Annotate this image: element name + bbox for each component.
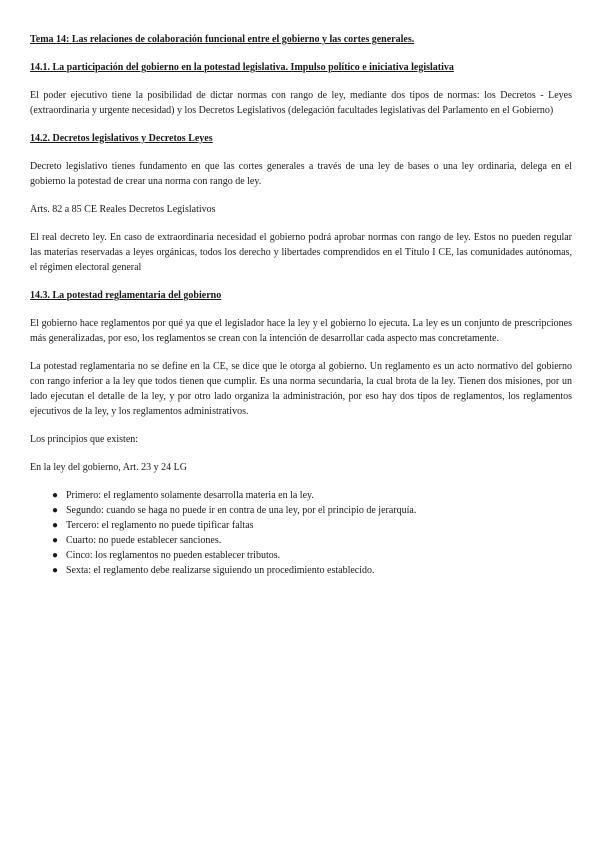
section-heading-14-3: 14.3. La potestad reglamentaria del gobierno [30, 290, 222, 301]
paragraph: En la ley del gobierno, Art. 23 y 24 LG [30, 462, 187, 473]
list-item-text: Cuarto: no puede establecer sanciones. [66, 535, 222, 546]
paragraph: La potestad reglamentaria no se define en la CE, se dice que le otorga al gobierno. Un reglamento es un acto normativo del gobierno con rango inferior a la ley que todos tienen que cumplir. Es una norma secundaria, la cual brota de la ley. Tienen dos misiones, por un lado ejecutan el detalle de la ley, y por otro lado organiza la administración, por eso hay dos tipos de reglamentos, los reglamentos ejecutivos de la ley, y los reglamentos administrativos. [30, 361, 572, 417]
bullet-icon: ● [52, 505, 59, 516]
paragraph: El real decreto ley. En caso de extraordinaria necesidad el gobierno podrá aprobar normas con rango de ley. Estos no pueden regular las materias reservadas a leyes orgánicas, todos los derecho y libertades comprendidos en el Título I CE, las comunidades autónomas, el régimen electoral general [30, 232, 572, 273]
paragraph: El gobierno hace reglamentos por qué ya que el legislador hace la ley y el gobierno lo ejecuta. La ley es un conjunto de prescripciones más generalizadas, por eso, los reglamentos se crean con la intención de desarrollar cada aspecto mas concretamente. [30, 318, 572, 344]
list-item-text: Cinco: los reglamentos no pueden establecer tributos. [66, 550, 281, 561]
document-page [30, 24, 572, 578]
document-title: Tema 14: Las relaciones de colaboración funcional entre el gobierno y las cortes generales. [30, 34, 415, 45]
bullet-icon: ● [52, 520, 59, 531]
list-item-text: Sexta: el reglamento debe realizarse siguiendo un procedimiento establecido. [66, 565, 375, 576]
bullet-icon: ● [52, 565, 59, 576]
list-item [52, 503, 572, 518]
section-heading-14-1: 14.1. La participación del gobierno en la potestad legislativa. Impulso político e iniciativa legislativa [30, 62, 454, 73]
list-item [52, 533, 572, 548]
list-item [52, 548, 572, 563]
principles-list [30, 488, 572, 578]
list-item-text: Tercero: el reglamento no puede tipificar faltas [66, 520, 254, 531]
section-heading-14-2: 14.2. Decretos legislativos y Decretos Leyes [30, 133, 213, 144]
paragraph: El poder ejecutivo tiene la posibilidad de dictar normas con rango de ley, mediante dos tipos de normas: los Decretos - Leyes (extraordinaria y urgente necesidad) y los Decretos Legislativos (delegación facultades legislativas del Parlamento en el Gobierno) [30, 90, 572, 116]
list-item-text: Segundo: cuando se haga no puede ir en contra de una ley, por el principio de jerarquía. [66, 505, 417, 516]
bullet-icon: ● [52, 550, 59, 561]
bullet-icon: ● [52, 535, 59, 546]
list-item [52, 563, 572, 578]
list-item-text: Primero: el reglamento solamente desarrolla materia en la ley. [66, 490, 314, 501]
list-item [52, 518, 572, 533]
list-item [52, 488, 572, 503]
bullet-icon: ● [52, 490, 59, 501]
paragraph: Arts. 82 a 85 CE Reales Decretos Legislativos [30, 204, 216, 215]
paragraph: Los principios que existen: [30, 434, 139, 445]
paragraph: Decreto legislativo tienes fundamento en que las cortes generales a través de una ley de bases o una ley ordinaria, delega en el gobierno la potestad de crear una norma con rango de ley. [30, 161, 572, 187]
